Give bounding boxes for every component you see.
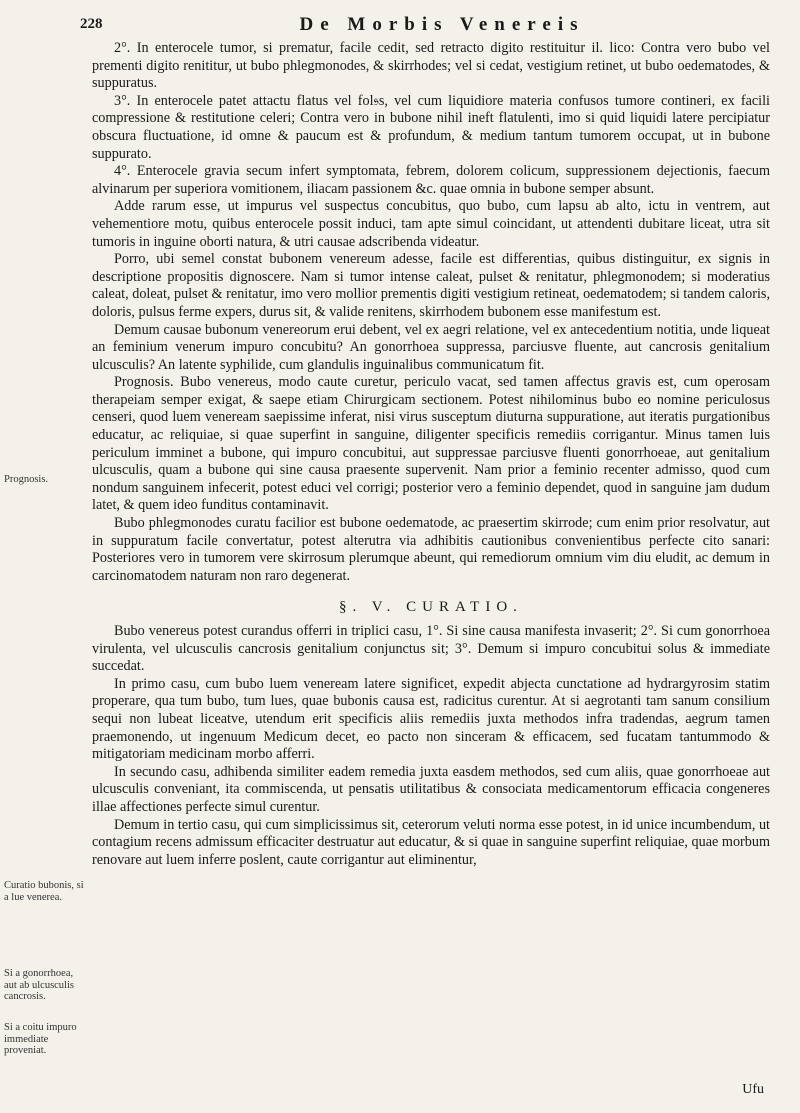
catchword: Ufu bbox=[742, 1082, 764, 1097]
paragraph: In primo casu, cum bubo luem veneream latere significet, expedit abjecta cunctatione ad hydrargyrosim statim properare, qua tum bubo, tum lues, quae bubonis causa est, radicitus curentur. At si aegrotanti tam sanum consilium sequi non lubeat liceatve, utendum erit specificis aliis remediis juxta methodos infra tradendas, aegrum tamen praemonendo, ut ingenuum Medicum decet, eo pacto non sinceram & efficacem, sed fucatam tantummodo & mitigatoriam medicinam morbo afferri. bbox=[92, 675, 770, 763]
margin-note-gonorrhoea: Si a gonorrhoea, aut ab ulcusculis cancrosis. bbox=[4, 968, 74, 1002]
paragraph: Bubo phlegmonodes curatu facilior est bubone oedematode, ac praesertim skirrode; cum enim prior resolvatur, aut in suppuratum facile convertatur, potest alterutra via adhibitis cautionibus convenientibus perfecte cito sanari: Posteriores vero in tumorem vere skirrosum plerumque abeunt, qui remediorum omnium vim diu eludit, ac demum in carcinomatodem naturam non raro degenerat. bbox=[92, 515, 770, 584]
margin-note-prognosis: Prognosis. bbox=[4, 474, 49, 485]
paragraph: Demum causae bubonum venereorum erui debent, vel ex aegri relatione, vel ex antecedentium notitia, unde liqueat an feminium venerum impuro concubitu? An gonorrhoea suppressa, parciusve fluente, aut cancrosis genitalium ulcusculis? An latente syphilide, cum glandulis inguinalibus communicatum fit. bbox=[92, 321, 770, 373]
main-text bbox=[92, 40, 770, 869]
page-header bbox=[80, 14, 760, 40]
paragraph: Adde rarum esse, ut impurus vel suspectus concubitus, quo bubo, cum lapsu ab alto, ictu in ventrem, aut vehementiore motu, quibus enterocele possit induci, tam apte simul coincidant, ut attendenti dubitare liceat, utra sit tumoris in inguine oborti natura, & utri causae adscribenda videatur. bbox=[92, 198, 770, 250]
paragraph-prognosis: Prognosis. Bubo venereus, modo caute curetur, periculo vacat, sed tamen affectus gravis est, cum operosam therapeiam semper exigat, & saepe etiam Chirurgicam sectionem. Potest nihilominus bubo eo nomine periculosus censeri, quod luem veneream saepissime inferat, nisi virus susceptum diuturna suppuratione, aut iteratis purgationibus educatur, ac reliquiae, si quae superfint in sanguine, diligenter specificis remediis corrigantur. Minus tamen luis periculum imminet a bubone, qui impuro concubitui, aut suppressae parciusve fluenti gonorrhoeae, aut genitalium ulcusculis, quam a bubone qui sine causa praesente supervenit. Nam prior a feminio recenter admisso, quod cum nondum sanguinem infecerit, potest educi vel corrigi; posterior vero a feminio dependet, quod in sanguine jam dudum latet, & quem ideo funditus contaminavit. bbox=[92, 374, 770, 514]
margin-note-coitu: Si a coitu impuro immediate proveniat. bbox=[4, 1022, 77, 1056]
paragraph: 3°. In enterocele patet attactu flatus vel fol𝔰s, vel cum liquidiore materia confusos tumore contineri, ex facili compressione & restitutione celeri; Contra vero in bubone nihil ineft flatulenti, imo si quid liquidi latere percipiatur obscura fluctuatione, id omne & paucum est & profundum, & medium tantum tumorem occupat, ut in bubone suppurato. bbox=[92, 92, 770, 162]
paragraph: 4°. Enterocele gravia secum infert symptomata, febrem, dolorem colicum, suppressionem dejectionis, faecum alvinarum per superiora vomitionem, iliacam passionem &c. quae omnia in bubone semper absunt. bbox=[92, 163, 770, 197]
paragraph: Demum in tertio casu, qui cum simplicissimus sit, ceterorum veluti norma esse potest, in id unice incumbendum, ut contagium recens admissum efficaciter destruatur aut educatur, & si quae in sanguine superfint reliquiae, quae morbum renovare aut luem inferre poslent, caute corrigantur aut eliminentur, bbox=[92, 816, 770, 868]
page-number: 228 bbox=[80, 16, 103, 32]
section-heading: §. V. CURATIO. bbox=[339, 599, 523, 616]
paragraph: 2°. In enterocele tumor, si prematur, facile cedit, sed retracto digito restituitur il. lico: Contra vero bubo vel prementi digito renititur, ut bubo phlegmonodes, & skirrhodes; vel si cedat, vestigium retinet, ut bubo oedematodes, & suppuratus. bbox=[92, 40, 770, 92]
paragraph: Porro, ubi semel constat bubonem venereum adesse, facile est differentias, quibus distinguitur, ex signis in descriptione propositis dignoscere. Nam si tumor intense caleat, pulset & renitatur, phlegmonodem; si moderatius caleat, doleat, pulset & renitatur, imo vero mollior prementis digiti vestigium retineat, oedematodem; si tandem caloris, doloris, pulsus ferme expers, durus sit, & valide renitens, skirrhodem bubonem esse manifestum est. bbox=[92, 251, 770, 320]
paragraph: In secundo casu, adhibenda similiter eadem remedia juxta easdem methodos, sed cum aliis, quae gonorrhoeae aut ulcusculis conveniant, ita commiscenda, ut pensatis utilitatibus & consociata medicamentorum efficacia congeneres illae affectiones perfecte simul curentur. bbox=[92, 763, 770, 815]
paragraph: Bubo venereus potest curandus offerri in triplici casu, 1°. Si sine causa manifesta invaserit; 2°. Si cum gonorrhoea virulenta, vel ulcusculis cancrosis genitalium conjunctus sit; 3°. Demum si impuro concubitui solus & immediate succedat. bbox=[92, 623, 770, 675]
margin-note-curatio: Curatio bubonis, si a lue venerea. bbox=[4, 880, 84, 903]
running-title: De Morbis Venereis bbox=[299, 14, 585, 35]
